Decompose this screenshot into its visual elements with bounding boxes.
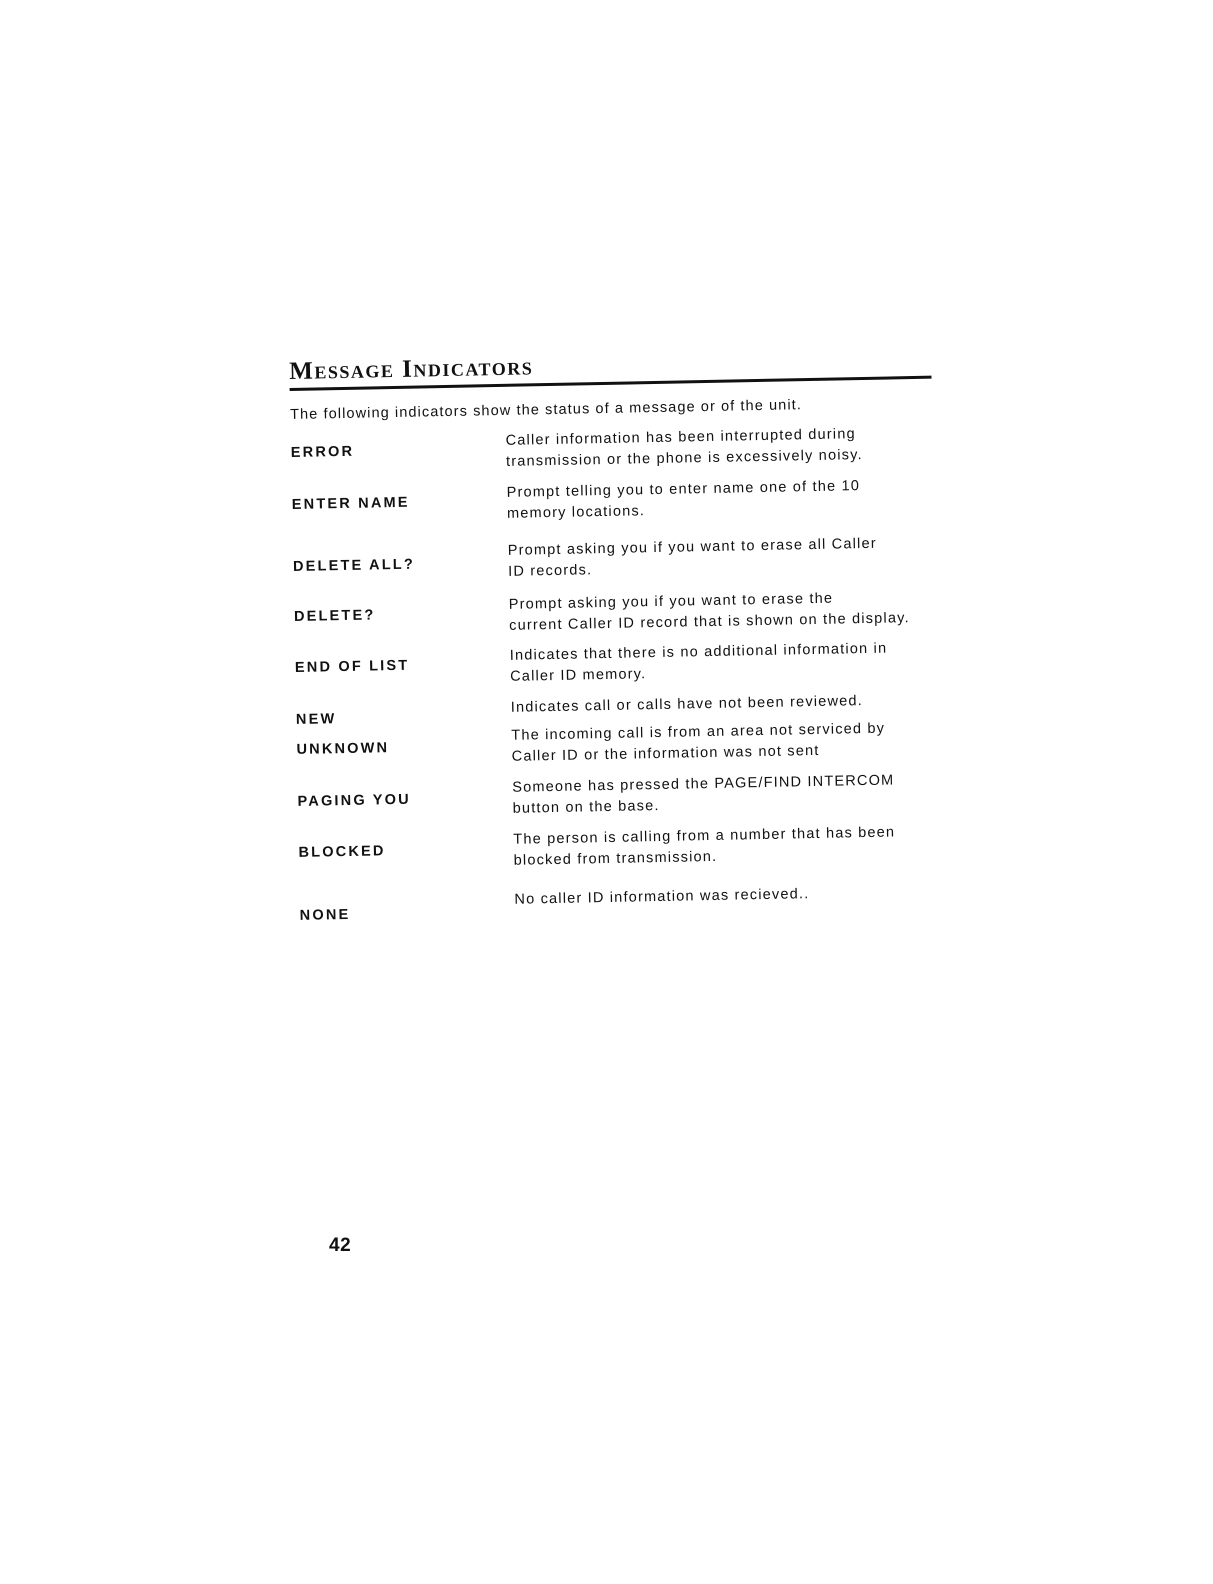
- description-line: The person is calling from a number that has been: [513, 824, 896, 848]
- indicator-term: ERROR: [290, 443, 355, 461]
- description-line: Indicates that there is no additional information in: [509, 640, 888, 664]
- indicator-description: [512, 770, 895, 819]
- indicator-description: [511, 719, 886, 768]
- indicator-description: [508, 534, 878, 583]
- description-line: current Caller ID record that is shown on the display.: [509, 610, 910, 634]
- indicator-term: PAGING YOU: [297, 791, 411, 810]
- description-line: The incoming call is from an area not serviced by: [511, 720, 886, 744]
- description-line: ID records.: [508, 562, 593, 580]
- indicator-description: [509, 587, 910, 637]
- indicator-term: ENTER NAME: [291, 494, 410, 513]
- description-line: Caller ID memory.: [510, 666, 647, 685]
- indicator-description: [513, 822, 896, 871]
- indicator-description: [514, 884, 809, 911]
- description-line: Someone has pressed the PAGE/FIND INTERCOM: [512, 772, 895, 796]
- description-line: Prompt asking you if you want to erase the: [508, 590, 834, 613]
- page-number: 42: [329, 1235, 352, 1256]
- indicator-list: [290, 423, 944, 924]
- indicator-term: UNKNOWN: [296, 740, 390, 758]
- description-line: button on the base.: [512, 797, 660, 817]
- indicator-term: NONE: [299, 906, 351, 924]
- intro-text: The following indicators show the status of a message or of the unit.: [289, 397, 803, 423]
- indicator-description: [505, 424, 862, 473]
- indicator-description: [510, 639, 888, 688]
- indicator-term: BLOCKED: [298, 843, 386, 861]
- description-line: No caller ID information was recieved..: [514, 886, 810, 908]
- indicator-term: END OF LIST: [294, 657, 410, 676]
- message-indicators-section: [289, 345, 945, 924]
- indicator-term: DELETE ALL?: [292, 556, 416, 575]
- indicator-term: NEW: [295, 711, 337, 728]
- description-line: transmission or the phone is excessively noisy.: [505, 447, 863, 470]
- description-line: Indicates call or calls have not been reviewed.: [510, 693, 864, 716]
- description-line: blocked from transmission.: [513, 848, 718, 869]
- description-line: Caller ID or the information was not sent: [511, 742, 820, 765]
- section-header: [289, 345, 935, 397]
- description-line: memory locations.: [506, 503, 646, 522]
- section-title: Message Indicators: [289, 353, 534, 385]
- description-line: Caller information has been interrupted during: [505, 426, 856, 449]
- indicator-term: DELETE?: [293, 607, 376, 625]
- description-line: Prompt asking you if you want to erase all Caller: [507, 535, 877, 559]
- indicator-description: [506, 476, 860, 525]
- description-line: Prompt telling you to enter name one of the 10: [506, 478, 861, 501]
